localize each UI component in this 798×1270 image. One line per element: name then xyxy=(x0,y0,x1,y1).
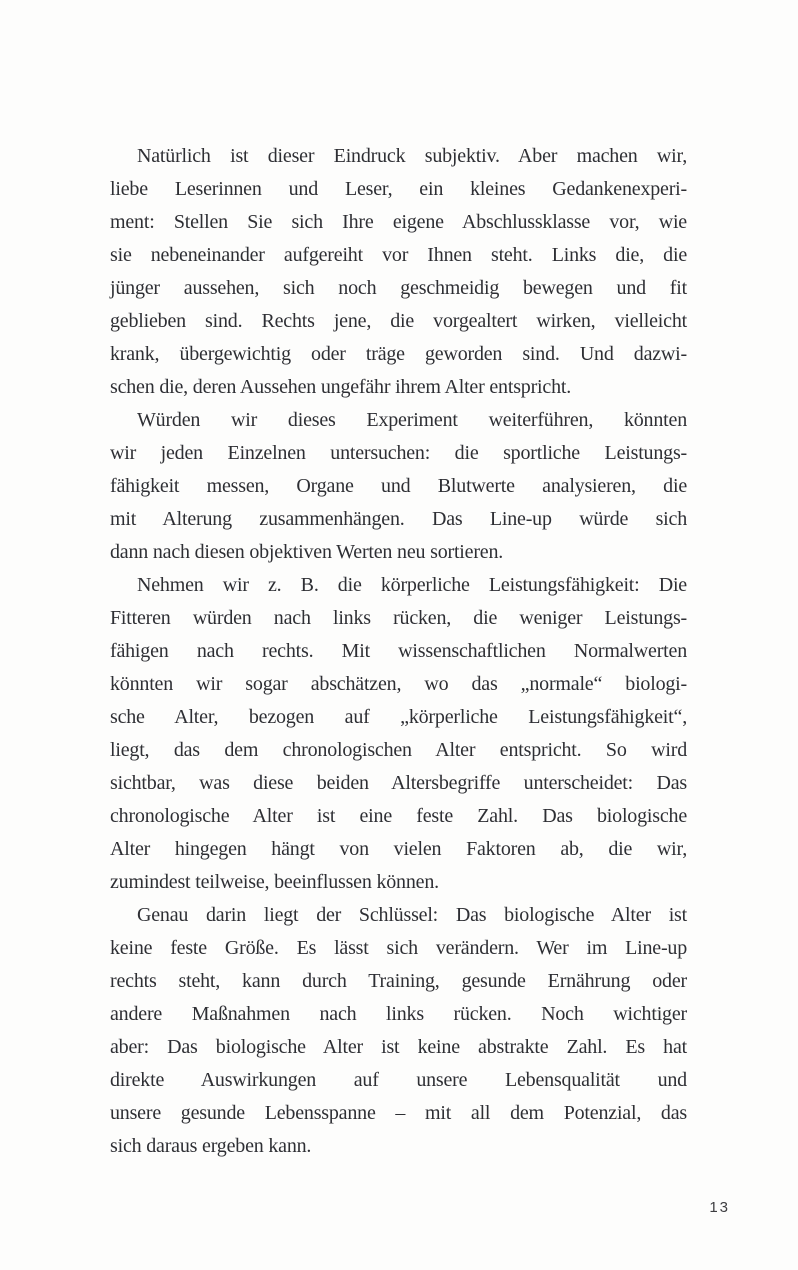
text-line: zumindest teilweise, beeinflussen können. xyxy=(110,871,439,893)
text-line: fähigkeit messen, Organe und Blutwerte analysieren, die xyxy=(110,475,687,497)
text-line: liegt, das dem chronologischen Alter entspricht. So wird xyxy=(110,739,687,761)
text-line: Alter hingegen hängt von vielen Faktoren ab, die wir, xyxy=(110,838,687,860)
text-line: sie nebeneinander aufgereiht vor Ihnen steht. Links die, die xyxy=(110,244,687,266)
text-line: sichtbar, was diese beiden Altersbegriffe unterscheidet: Das xyxy=(110,772,687,794)
text-line: liebe Leserinnen und Leser, ein kleines Gedankenexperi- xyxy=(110,178,687,200)
text-line: Fitteren würden nach links rücken, die weniger Leistungs- xyxy=(110,607,687,629)
text-line: sche Alter, bezogen auf „körperliche Leistungsfähigkeit“, xyxy=(110,706,687,728)
text-line: Würden wir dieses Experiment weiterführen, könnten xyxy=(137,409,687,431)
text-line: fähigen nach rechts. Mit wissenschaftlichen Normalwerten xyxy=(110,640,687,662)
text-line: mit Alterung zusammenhängen. Das Line-up würde sich xyxy=(110,508,687,530)
paragraph xyxy=(110,569,687,899)
text-line: dann nach diesen objektiven Werten neu sortieren. xyxy=(110,541,504,563)
text-line: rechts steht, kann durch Training, gesunde Ernährung oder xyxy=(110,970,687,992)
text-line: Genau darin liegt der Schlüssel: Das biologische Alter ist xyxy=(137,904,687,926)
text-line: keine feste Größe. Es lässt sich verändern. Wer im Line-up xyxy=(110,937,687,959)
text-line: unsere gesunde Lebensspanne – mit all dem Potenzial, das xyxy=(110,1102,687,1124)
text-line: Nehmen wir z. B. die körperliche Leistungsfähigkeit: Die xyxy=(137,574,687,596)
text-line: könnten wir sogar abschätzen, wo das „normale“ biologi- xyxy=(110,673,687,695)
text-line: andere Maßnahmen nach links rücken. Noch wichtiger xyxy=(110,1003,687,1025)
text-line: wir jeden Einzelnen untersuchen: die sportliche Leistungs- xyxy=(110,442,687,464)
page-text xyxy=(110,140,687,1163)
text-line: schen die, deren Aussehen ungefähr ihrem Alter entspricht. xyxy=(110,376,572,398)
paragraph xyxy=(110,404,687,569)
text-line: chronologische Alter ist eine feste Zahl. Das biologische xyxy=(110,805,687,827)
text-line: aber: Das biologische Alter ist keine abstrakte Zahl. Es hat xyxy=(110,1036,687,1058)
text-line: sich daraus ergeben kann. xyxy=(110,1135,312,1157)
paragraph xyxy=(110,140,687,404)
text-line: jünger aussehen, sich noch geschmeidig bewegen und fit xyxy=(110,277,687,299)
text-line: ment: Stellen Sie sich Ihre eigene Abschlussklasse vor, wie xyxy=(110,211,687,233)
text-line: direkte Auswirkungen auf unsere Lebensqualität und xyxy=(110,1069,687,1091)
text-line: geblieben sind. Rechts jene, die vorgealtert wirken, vielleicht xyxy=(110,310,687,332)
text-line: Natürlich ist dieser Eindruck subjektiv. Aber machen wir, xyxy=(137,145,687,167)
paragraph xyxy=(110,899,687,1163)
text-line: krank, übergewichtig oder träge geworden sind. Und dazwi- xyxy=(110,343,687,365)
page-number: 13 xyxy=(709,1199,730,1216)
